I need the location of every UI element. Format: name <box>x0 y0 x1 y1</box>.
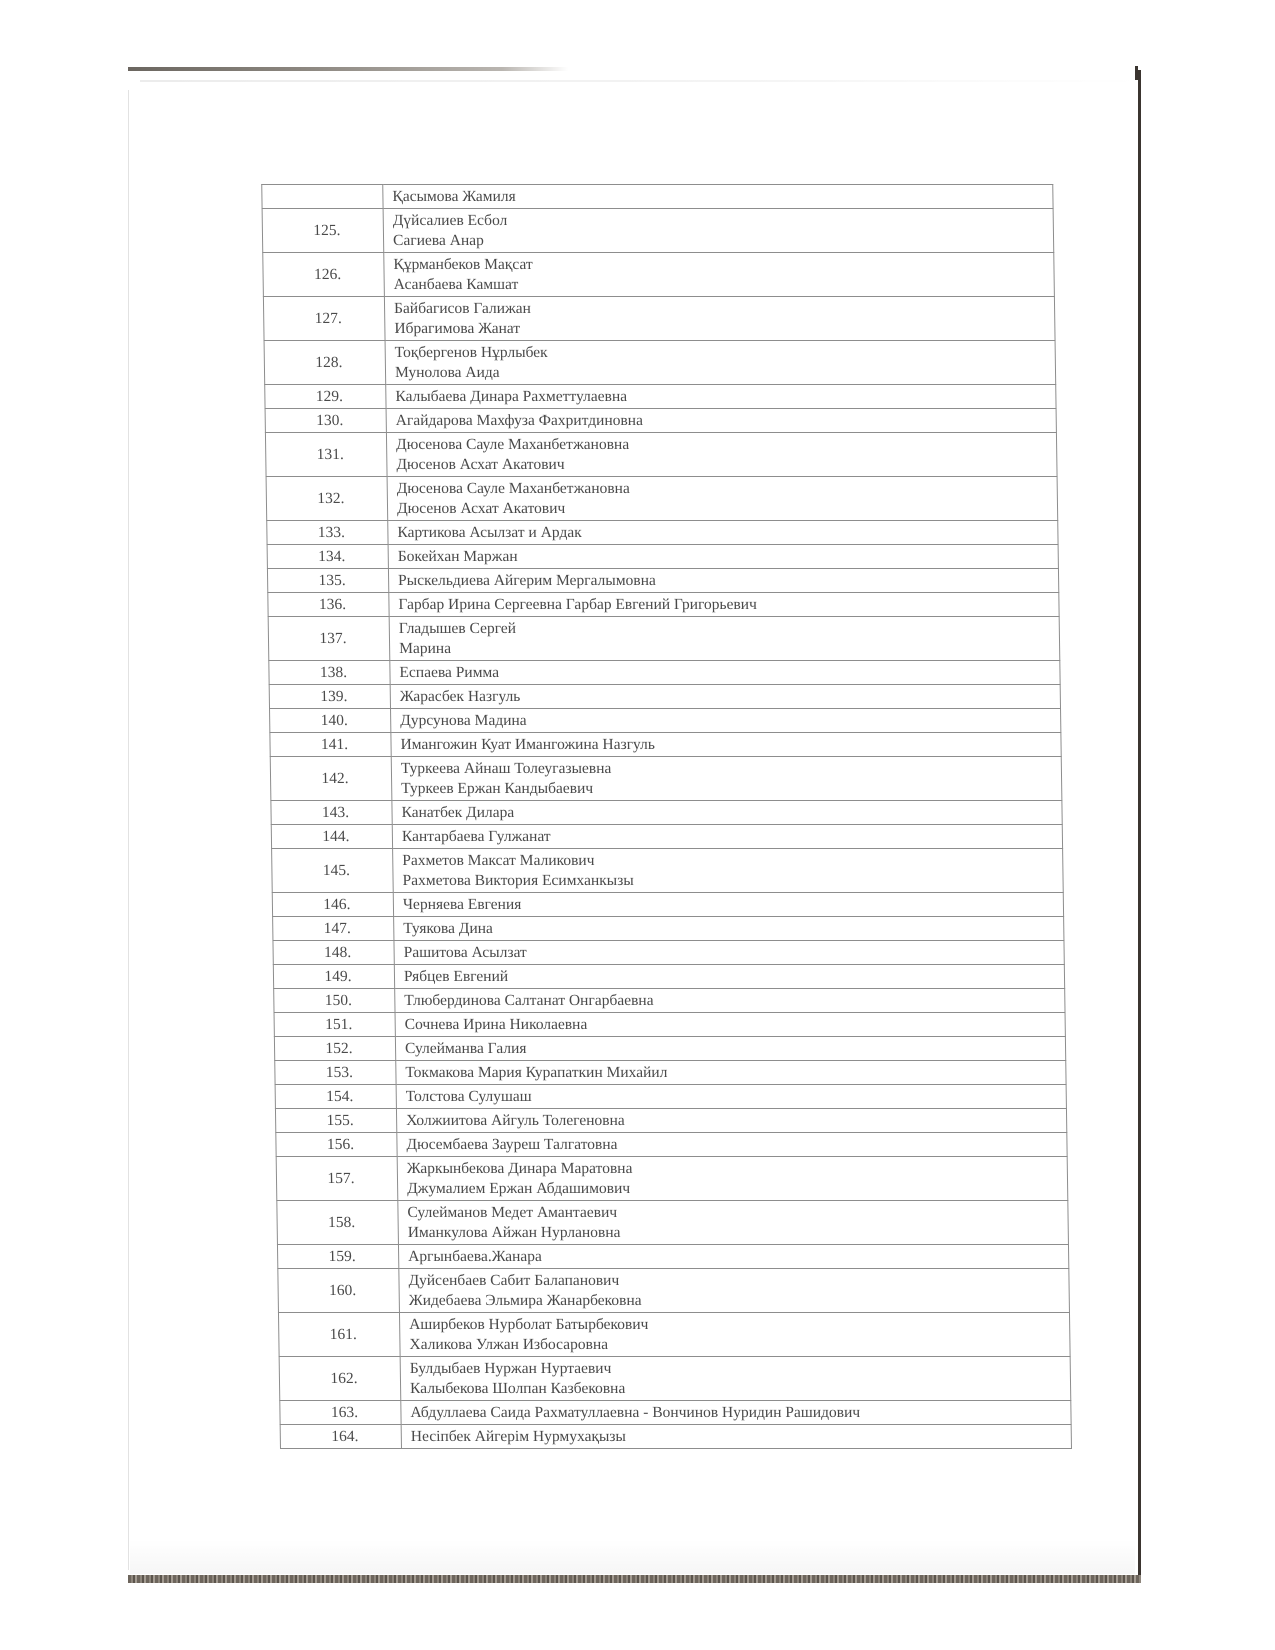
row-names <box>400 1357 1071 1401</box>
table-row <box>270 757 1062 801</box>
row-names <box>397 1157 1068 1201</box>
person-name: Дюсенов Асхат Акатович <box>396 456 565 473</box>
row-number: 161. <box>278 1313 400 1357</box>
person-name: Дуйсенбаев Сабит Балапанович <box>408 1272 620 1289</box>
person-name: Халикова Улжан Избосаровна <box>409 1336 609 1353</box>
row-number: 138. <box>269 661 390 685</box>
row-names <box>390 685 1060 709</box>
row-names <box>396 1109 1066 1133</box>
table-row <box>277 1245 1068 1269</box>
row-number: 162. <box>279 1357 401 1401</box>
row-number: 163. <box>280 1401 401 1425</box>
person-name: Гарбар Ирина Сергеевна Гарбар Евгений Григорьевич <box>398 596 757 613</box>
row-names <box>391 733 1061 757</box>
scan-edge-left <box>128 90 129 1570</box>
table-row <box>280 1425 1071 1449</box>
row-names <box>394 917 1064 941</box>
row-names <box>389 617 1060 661</box>
person-name: Мунолова Аида <box>394 364 500 381</box>
person-name: Калыбекова Шолпан Казбековна <box>409 1380 626 1397</box>
person-name: Дюсенов Асхат Акатович <box>396 500 566 517</box>
page-shadow <box>130 1540 1135 1574</box>
person-name: Джумалием Ержан Абдашимович <box>407 1180 631 1197</box>
table-row <box>270 733 1061 757</box>
row-names <box>386 385 1056 409</box>
row-number: 157. <box>276 1157 398 1201</box>
table-row <box>276 1133 1067 1157</box>
row-names <box>385 341 1056 385</box>
table-row <box>274 1013 1065 1037</box>
table-row <box>273 941 1064 965</box>
person-name: Тоқбергенов Нұрлыбек <box>394 344 548 361</box>
table-row <box>275 1109 1066 1133</box>
names-table <box>261 184 1072 1449</box>
person-name: Абдуллаева Саида Рахматуллаевна - Вончинов Нуридин Рашидович <box>410 1404 861 1421</box>
table-row <box>268 617 1060 661</box>
scan-edge-bottom <box>128 1575 1141 1583</box>
row-number: 126. <box>263 253 385 297</box>
person-name: Құрманбеков Мақсат <box>393 256 533 273</box>
row-names <box>395 989 1065 1013</box>
table-row <box>280 1401 1071 1425</box>
person-name: Гладышев Сергей <box>398 620 517 637</box>
row-names <box>396 1085 1066 1109</box>
person-name: Туркеев Ержан Кандыбаевич <box>401 780 594 797</box>
table-row <box>268 593 1059 617</box>
row-number: 130. <box>265 409 386 433</box>
row-number <box>262 185 383 209</box>
person-name: Рашитова Асылзат <box>403 944 527 961</box>
row-number: 153. <box>275 1061 396 1085</box>
person-name: Дюсенова Сауле Маханбетжановна <box>395 436 630 453</box>
scan-edge-right <box>1138 70 1141 1575</box>
person-name: Черняева Евгения <box>402 896 522 913</box>
row-names <box>391 709 1061 733</box>
person-name: Дюсенова Сауле Маханбетжановна <box>396 480 630 497</box>
table-row <box>277 1201 1069 1245</box>
row-number: 139. <box>269 685 390 709</box>
row-number: 149. <box>273 965 394 989</box>
table-row <box>270 709 1061 733</box>
person-name: Дюсембаева Зауреш Талгатовна <box>406 1136 618 1153</box>
table-row <box>273 917 1064 941</box>
person-name: Канатбек Дилара <box>401 804 515 821</box>
scan-edge-top-shadow <box>140 80 1140 82</box>
table-row <box>269 661 1060 685</box>
person-name: Асанбаева Камшат <box>393 276 519 293</box>
row-number: 155. <box>275 1109 396 1133</box>
row-number: 144. <box>271 825 392 849</box>
table-row <box>276 1157 1068 1201</box>
person-name: Дурсунова Мадина <box>400 712 527 729</box>
row-number: 146. <box>272 893 393 917</box>
row-number: 125. <box>262 209 384 253</box>
person-name: Калыбаева Динара Рахметтулаевна <box>395 388 628 405</box>
row-names <box>389 593 1059 617</box>
scan-edge-top <box>128 67 568 71</box>
table-row <box>267 521 1058 545</box>
table-row <box>267 545 1058 569</box>
table-row <box>264 341 1056 385</box>
row-number: 128. <box>264 341 386 385</box>
row-number: 142. <box>270 757 392 801</box>
table-row <box>279 1357 1071 1401</box>
table-row <box>272 849 1064 893</box>
table-row <box>265 385 1056 409</box>
person-name: Кантарбаева Гулжанат <box>401 828 551 845</box>
person-name: Тлюбердинова Салтанат Онгарбаевна <box>404 992 654 1009</box>
table-row <box>265 409 1056 433</box>
row-number: 152. <box>274 1037 395 1061</box>
table-row <box>269 685 1060 709</box>
row-number: 131. <box>265 433 387 477</box>
person-name: Бокейхан Маржан <box>397 548 518 565</box>
person-name: Иманкулова Айжан Нурлановна <box>407 1224 621 1241</box>
row-number: 141. <box>270 733 391 757</box>
row-names <box>393 849 1064 893</box>
person-name: Сулейманов Медет Амантаевич <box>407 1204 618 1221</box>
row-number: 129. <box>265 385 386 409</box>
person-name: Ибрагимова Жанат <box>394 320 521 337</box>
person-name: Жидебаева Эльмира Жанарбековна <box>408 1292 642 1309</box>
row-names <box>401 1401 1071 1425</box>
person-name: Аширбеков Нурболат Батырбекович <box>409 1316 649 1333</box>
person-name: Булдыбаев Нуржан Нуртаевич <box>409 1360 612 1377</box>
row-number: 133. <box>267 521 388 545</box>
person-name: Қасымова Жамиля <box>392 188 516 205</box>
person-name: Рахметов Максат Маликович <box>402 852 595 869</box>
row-number: 127. <box>263 297 385 341</box>
row-names <box>383 209 1054 253</box>
person-name: Марина <box>398 640 452 657</box>
table-row <box>273 965 1064 989</box>
row-names <box>384 297 1055 341</box>
row-number: 151. <box>274 1013 395 1037</box>
row-names <box>386 433 1057 477</box>
person-name: Холжиитова Айгуль Толегеновна <box>406 1112 625 1129</box>
row-names <box>396 1061 1066 1085</box>
row-names <box>388 569 1058 593</box>
row-number: 136. <box>268 593 389 617</box>
row-number: 148. <box>273 941 394 965</box>
table-row <box>271 825 1062 849</box>
row-number: 137. <box>268 617 390 661</box>
row-names <box>401 1425 1071 1449</box>
row-names <box>386 409 1056 433</box>
row-names <box>392 801 1062 825</box>
person-name: Еспаева Римма <box>399 664 500 681</box>
row-names <box>398 1201 1069 1245</box>
table-row <box>274 1037 1065 1061</box>
row-names <box>397 1133 1067 1157</box>
row-number: 150. <box>274 989 395 1013</box>
table-row <box>267 569 1058 593</box>
row-names <box>383 185 1053 209</box>
person-name: Дүйсалиев Есбол <box>392 212 508 229</box>
names-table-body <box>262 185 1072 1449</box>
table-row <box>266 477 1058 521</box>
person-name: Аргынбаева.Жанара <box>408 1248 542 1265</box>
person-name: Сагиева Анар <box>392 232 484 249</box>
person-name: Туякова Дина <box>403 920 494 937</box>
person-name: Имангожин Куат Имангожина Назгуль <box>400 736 655 753</box>
row-names <box>399 1313 1070 1357</box>
row-number: 135. <box>267 569 388 593</box>
row-names <box>388 545 1058 569</box>
row-number: 156. <box>276 1133 397 1157</box>
row-names <box>392 825 1062 849</box>
person-name: Жаркынбекова Динара Маратовна <box>406 1160 633 1177</box>
person-name: Толстова Сулушаш <box>405 1088 532 1105</box>
person-name: Токмакова Мария Курапаткин Михайил <box>405 1064 668 1081</box>
person-name: Сулейманва Галия <box>404 1040 527 1057</box>
person-name: Байбагисов Галижан <box>393 300 532 317</box>
person-name: Сочнева Ирина Николаевна <box>404 1016 588 1033</box>
table-row <box>262 185 1053 209</box>
table-row <box>263 297 1055 341</box>
table-row <box>265 433 1057 477</box>
row-names <box>394 965 1064 989</box>
row-number: 164. <box>280 1425 401 1449</box>
row-names <box>398 1245 1068 1269</box>
table-row <box>278 1313 1070 1357</box>
row-number: 134. <box>267 545 388 569</box>
table-row <box>262 209 1054 253</box>
table-row <box>275 1085 1066 1109</box>
row-names <box>395 1013 1065 1037</box>
row-names <box>384 253 1055 297</box>
table-row <box>272 893 1063 917</box>
row-names <box>390 661 1060 685</box>
row-number: 158. <box>277 1201 399 1245</box>
person-name: Картикова Асылзат и Ардак <box>397 524 582 541</box>
row-names <box>387 477 1058 521</box>
table-row <box>274 989 1065 1013</box>
person-name: Туркеева Айнаш Толеугазыевна <box>400 760 612 777</box>
person-name: Рыскельдиева Айгерим Мергалымовна <box>397 572 656 589</box>
row-names <box>399 1269 1070 1313</box>
person-name: Несіпбек Айгерім Нурмухақызы <box>410 1428 627 1445</box>
row-number: 140. <box>270 709 391 733</box>
row-number: 160. <box>278 1269 400 1313</box>
table-row <box>275 1061 1066 1085</box>
table-row <box>271 801 1062 825</box>
row-number: 145. <box>272 849 394 893</box>
row-names <box>395 1037 1065 1061</box>
row-names <box>391 757 1062 801</box>
row-number: 154. <box>275 1085 396 1109</box>
row-names <box>393 893 1063 917</box>
row-number: 147. <box>273 917 394 941</box>
table-row <box>278 1269 1070 1313</box>
person-name: Рябцев Евгений <box>403 968 509 985</box>
person-name: Агайдарова Махфуза Фахритдиновна <box>395 412 644 429</box>
row-number: 143. <box>271 801 392 825</box>
row-number: 132. <box>266 477 388 521</box>
person-name: Рахметова Виктория Есимханкызы <box>402 872 634 889</box>
person-name: Жарасбек Назгуль <box>399 688 521 705</box>
row-names <box>388 521 1058 545</box>
row-number: 159. <box>277 1245 398 1269</box>
table-row <box>263 253 1055 297</box>
row-names <box>394 941 1064 965</box>
